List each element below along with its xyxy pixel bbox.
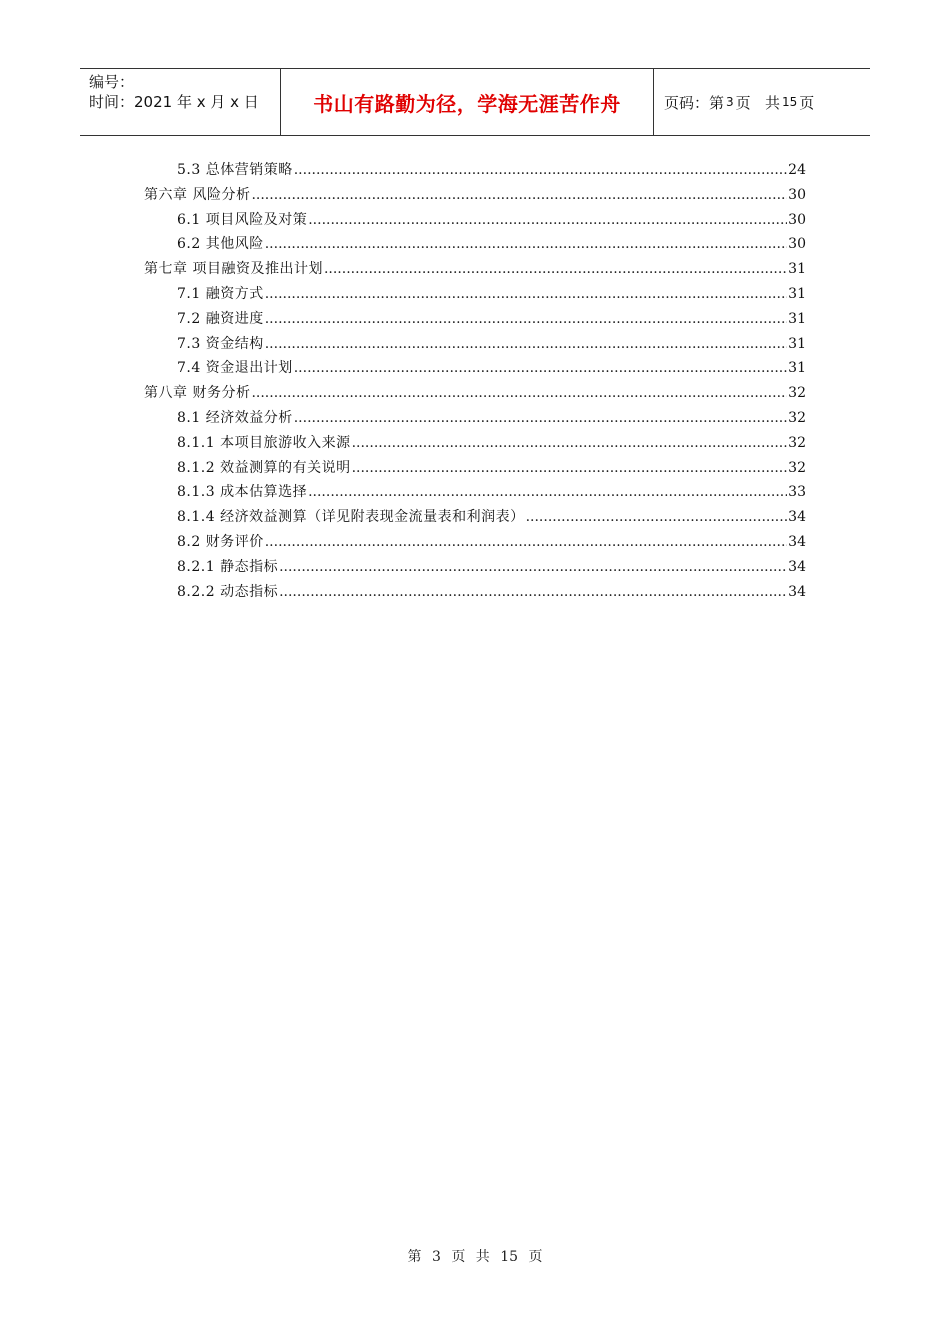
table-of-contents <box>144 158 806 604</box>
toc-entry-title: 第八章 财务分析 <box>144 385 251 402</box>
toc-entry-page: 32 <box>788 459 806 476</box>
footer-mid1: 页 <box>451 1249 466 1265</box>
footer-page-total: 15 <box>500 1249 519 1265</box>
toc-entry[interactable] <box>144 356 806 381</box>
toc-dot-leader <box>352 456 788 481</box>
footer-page-current: 3 <box>431 1249 441 1265</box>
toc-dot-leader <box>308 208 787 233</box>
toc-entry-page: 32 <box>788 409 806 426</box>
toc-entry-title: 第六章 风险分析 <box>144 186 251 203</box>
toc-entry-title: 6.2 其他风险 <box>177 236 264 253</box>
toc-entry[interactable] <box>144 183 806 208</box>
toc-entry[interactable] <box>144 406 806 431</box>
toc-entry[interactable] <box>144 208 806 233</box>
toc-dot-leader <box>251 381 787 406</box>
page-header <box>80 68 870 136</box>
toc-entry[interactable] <box>144 431 806 456</box>
toc-entry-title: 8.1 经济效益分析 <box>177 409 293 426</box>
toc-entry[interactable] <box>144 257 806 282</box>
header-page-mid: 页 共 <box>735 93 780 112</box>
footer-prefix: 第 <box>407 1249 422 1265</box>
toc-entry-page: 34 <box>788 583 806 600</box>
toc-entry[interactable] <box>144 232 806 257</box>
toc-entry-page: 30 <box>788 236 806 253</box>
toc-entry-title: 7.3 资金结构 <box>177 335 264 352</box>
toc-entry[interactable] <box>144 505 806 530</box>
toc-entry[interactable] <box>144 555 806 580</box>
toc-entry[interactable] <box>144 530 806 555</box>
header-page-indicator <box>654 69 870 135</box>
toc-dot-leader <box>294 406 787 431</box>
toc-entry-page: 30 <box>788 211 806 228</box>
toc-entry-page: 34 <box>788 558 806 575</box>
toc-dot-leader <box>308 480 787 505</box>
toc-entry-title: 7.2 融资进度 <box>177 310 264 327</box>
toc-entry-title: 第七章 项目融资及推出计划 <box>144 261 323 278</box>
toc-entry-title: 8.2 财务评价 <box>177 533 264 550</box>
toc-entry-page: 33 <box>788 484 806 501</box>
document-date: 时间：2021 年 x 月 x 日 <box>89 93 259 111</box>
toc-entry-title: 8.2.2 动态指标 <box>177 583 279 600</box>
toc-dot-leader <box>324 257 787 282</box>
toc-dot-leader <box>265 332 787 357</box>
toc-entry-title: 6.1 项目风险及对策 <box>177 211 308 228</box>
toc-entry[interactable] <box>144 332 806 357</box>
header-meta <box>80 69 281 135</box>
toc-entry-title: 8.1.1 本项目旅游收入来源 <box>177 434 351 451</box>
toc-entry-title: 7.1 融资方式 <box>177 285 264 302</box>
toc-entry-page: 34 <box>788 533 806 550</box>
toc-entry-title: 8.1.3 成本估算选择 <box>177 484 308 501</box>
toc-entry[interactable] <box>144 381 806 406</box>
document-number-label: 编号： <box>89 73 135 91</box>
toc-entry-title: 8.1.2 效益测算的有关说明 <box>177 459 351 476</box>
toc-dot-leader <box>526 505 788 530</box>
toc-entry-page: 31 <box>788 261 806 278</box>
header-page-prefix: 页码：第 <box>664 93 725 112</box>
toc-entry[interactable] <box>144 282 806 307</box>
toc-dot-leader <box>251 183 787 208</box>
header-page-current: 3 <box>726 95 734 109</box>
toc-dot-leader <box>294 356 787 381</box>
toc-dot-leader <box>265 232 787 257</box>
footer-mid2: 共 <box>475 1249 490 1265</box>
toc-dot-leader <box>265 307 787 332</box>
toc-entry[interactable] <box>144 480 806 505</box>
toc-entry-title: 5.3 总体营销策略 <box>177 162 293 178</box>
toc-entry-page: 31 <box>788 360 806 377</box>
toc-dot-leader <box>279 555 787 580</box>
toc-entry-title: 8.2.1 静态指标 <box>177 558 279 575</box>
header-page-total: 15 <box>781 95 798 109</box>
toc-entry-page: 30 <box>788 186 806 203</box>
header-motto: 书山有路勤为径，学海无涯苦作舟 <box>281 69 654 135</box>
toc-entry[interactable] <box>144 307 806 332</box>
toc-entry[interactable] <box>144 158 806 183</box>
toc-entry[interactable] <box>144 580 806 605</box>
toc-entry-title: 8.1.4 经济效益测算（详见附表现金流量表和利润表） <box>177 509 525 526</box>
toc-entry-page: 31 <box>788 335 806 352</box>
toc-entry-page: 31 <box>788 285 806 302</box>
toc-entry-page: 31 <box>788 310 806 327</box>
toc-entry-page: 34 <box>788 509 806 526</box>
header-page-suffix: 页 <box>799 93 815 112</box>
toc-dot-leader <box>265 530 787 555</box>
toc-entry-page: 24 <box>788 162 806 178</box>
toc-entry-title: 7.4 资金退出计划 <box>177 360 293 377</box>
page-footer <box>0 1246 950 1266</box>
footer-suffix: 页 <box>528 1249 543 1265</box>
toc-dot-leader <box>294 158 787 183</box>
toc-entry-page: 32 <box>788 385 806 402</box>
toc-dot-leader <box>352 431 788 456</box>
toc-entry-page: 32 <box>788 434 806 451</box>
toc-dot-leader <box>279 580 787 605</box>
toc-entry[interactable] <box>144 456 806 481</box>
toc-dot-leader <box>265 282 787 307</box>
